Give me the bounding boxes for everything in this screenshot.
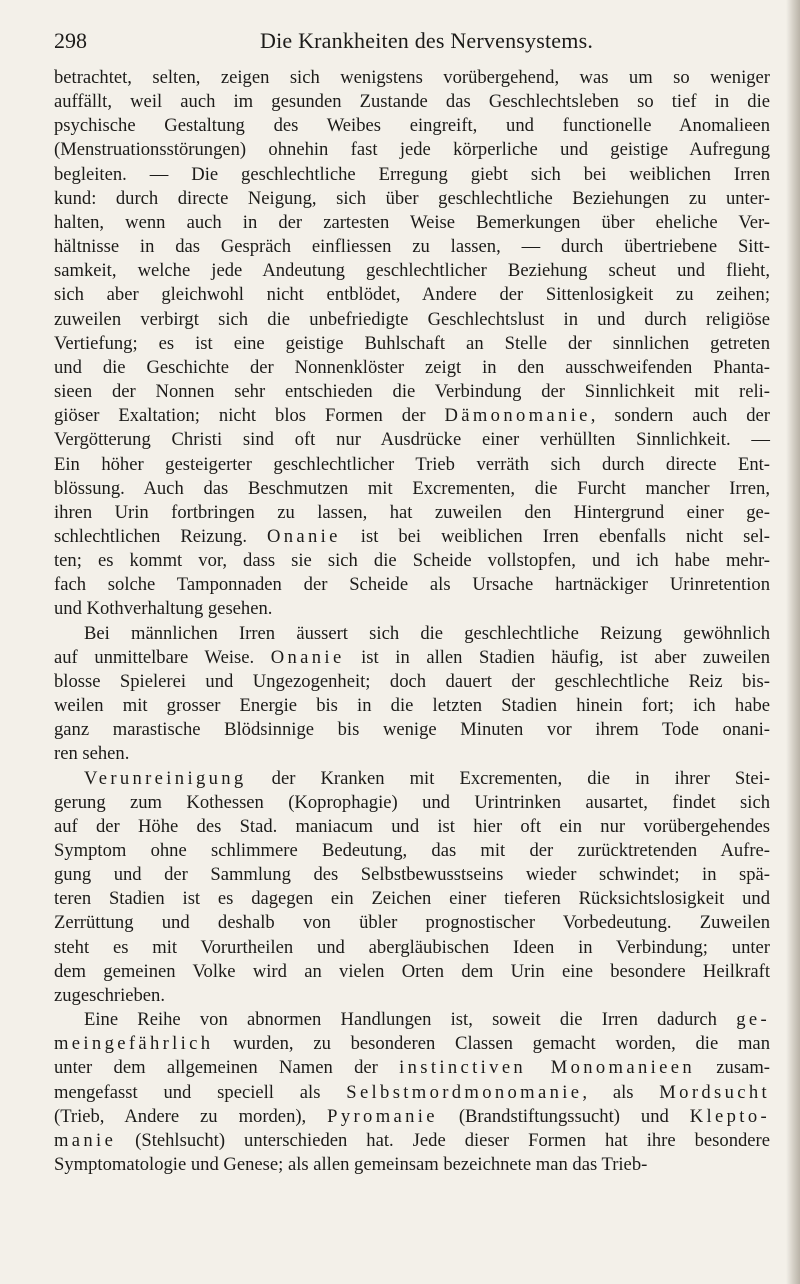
text-segment: der Kranken mit Excrementen, die in ihrer Stei- xyxy=(246,767,770,789)
text-line: hältnisse in das Gespräch einfliessen zu lassen, — durch übertriebene Sitt- xyxy=(54,236,770,258)
text-segment: ist in allen Stadien häufig, ist aber zuweilen xyxy=(344,646,771,668)
text-line: fach solche Tamponnaden der Scheide als Ursache hartnäckiger Urinretention xyxy=(54,574,770,596)
spaced-term: Onanie xyxy=(267,525,341,547)
spaced-term: Mordsucht xyxy=(659,1081,770,1103)
text-segment: schlechtlichen Reizung. xyxy=(54,525,267,547)
text-line: ganz marastische Blödsinnige bis wenige Minuten vor ihrem Tode onani- xyxy=(54,719,770,741)
text-line: ren sehen. xyxy=(54,743,130,765)
text-segment: (Stehlsucht) unterschieden hat. Jede dieser Formen hat ihre besondere xyxy=(116,1129,770,1151)
text-line: psychische Gestaltung des Weibes eingreift, und functionelle Anomalieen xyxy=(54,115,770,137)
text-line xyxy=(54,1129,770,1153)
text-line: Symptomatologie und Genese; als allen gemeinsam bezeichnete man das Trieb- xyxy=(54,1154,648,1176)
text-line: Bei männlichen Irren äussert sich die geschlechtliche Reizung gewöhnlich xyxy=(84,622,770,644)
spaced-term: Verunreinigung xyxy=(84,767,247,789)
text-segment: mengefasst und speciell als xyxy=(54,1081,347,1103)
text-segment: , sondern auch der xyxy=(590,405,770,427)
text-line: ihren Urin fortbringen zu lassen, hat zuweilen den Hintergrund einer ge- xyxy=(54,501,770,523)
text-line: und Kothverhaltung gesehen. xyxy=(54,598,273,620)
text-segment: unter dem allgemeinen Namen der xyxy=(54,1057,400,1079)
text-line: gung und der Sammlung des Selbstbewusstseins wieder schwindet; in spä- xyxy=(54,864,770,886)
text-line: und die Geschichte der Nonnenklöster zeigt in den ausschweifenden Phanta- xyxy=(54,356,770,378)
text-segment: ist bei weiblichen Irren ebenfalls nicht sel- xyxy=(340,525,770,547)
text-line: samkeit, welche jede Andeutung geschlechtlicher Beziehung scheut und flieht, xyxy=(54,260,770,282)
text-line xyxy=(54,646,770,670)
spaced-term: instinctiven Monomanieen xyxy=(399,1057,695,1079)
text-line: halten, wenn auch in der zartesten Weise Bemerkungen über eheliche Ver- xyxy=(54,211,770,233)
text-line: Symptom ohne schlimmere Bedeutung, das mit der zurücktretenden Aufre- xyxy=(54,840,770,861)
text-segment: , als xyxy=(582,1081,660,1103)
text-line: zuweilen verbirgt sich die unbefriedigte Geschlechtslust in und durch religiöse xyxy=(54,308,770,330)
text-line xyxy=(54,1008,770,1032)
text-segment: auf unmittelbare Weise. xyxy=(54,646,271,668)
text-line: auffällt, weil auch im gesunden Zustande das Geschlechtsleben so tief in die xyxy=(54,91,770,113)
spaced-term: meingefährlich xyxy=(54,1033,214,1055)
spaced-term: Dämonomanie xyxy=(444,405,591,427)
spaced-term: Klepto- xyxy=(689,1105,770,1127)
text-line xyxy=(54,767,770,791)
text-line: dem gemeinen Volke wird an vielen Orten dem Urin eine besondere Heilkraft xyxy=(54,960,770,982)
spaced-term: Selbstmordmonomanie xyxy=(346,1081,583,1103)
text-line xyxy=(54,525,770,549)
page-edge xyxy=(786,0,800,1284)
text-line: kund: durch directe Neigung, sich über geschlechtliche Beziehungen zu unter- xyxy=(54,187,770,209)
text-line: blosse Spielerei und Ungezogenheit; doch dauert der geschlechtliche Reiz bis- xyxy=(54,670,770,692)
text-line xyxy=(54,1056,770,1080)
text-line: gerung zum Kothessen (Koprophagie) und Urintrinken ausartet, findet sich xyxy=(54,791,770,813)
text-line: betrachtet, selten, zeigen sich wenigstens vorübergehend, was um so weniger xyxy=(54,67,770,88)
text-line: Vertiefung; es ist eine geistige Buhlschaft an Stelle der sinnlichen getreten xyxy=(54,332,770,354)
text-segment: (Brandstiftungssucht) und xyxy=(437,1105,690,1127)
text-segment: Eine Reihe von abnormen Handlungen ist, soweit die Irren dadurch xyxy=(84,1009,737,1031)
text-line: blössung. Auch das Beschmutzen mit Excrementen, die Furcht mancher Irren, xyxy=(54,477,770,499)
text-line xyxy=(54,1105,770,1129)
text-line xyxy=(54,1081,770,1105)
text-line: (Menstruationsstörungen) ohnehin fast jede körperliche und geistige Aufregung xyxy=(54,139,770,161)
spaced-term: manie xyxy=(54,1129,117,1151)
text-line: sich aber gleichwohl nicht entblödet, Andere der Sittenlosigkeit zu zeihen; xyxy=(54,284,770,306)
text-line: auf der Höhe des Stad. maniacum und ist hier oft ein nur vorübergehendes xyxy=(54,815,770,837)
running-title: Die Krankheiten des Nervensystems. xyxy=(260,28,594,53)
spaced-term: ge- xyxy=(736,1009,770,1031)
text-segment: giöser Exaltation; nicht blos Formen der xyxy=(54,405,445,427)
text-segment: wurden, zu besonderen Classen gemacht worden, die man xyxy=(213,1033,770,1055)
text-line: weilen mit grosser Energie bis in die letzten Stadien hinein fort; ich habe xyxy=(54,695,770,717)
text-line: begleiten. — Die geschlechtliche Erregung giebt sich bei weiblichen Irren xyxy=(54,163,770,185)
text-segment: zusam- xyxy=(694,1057,771,1079)
text-line: Zerrüttung und deshalb von übler prognostischer Vorbedeutung. Zuweilen xyxy=(54,912,770,934)
page-header xyxy=(54,28,772,58)
spaced-term: Onanie xyxy=(270,646,345,668)
text-line: zugeschrieben. xyxy=(54,984,165,1006)
text-line: Vergötterung Christi sind oft nur Ausdrücke einer verhüllten Sinnlichkeit. — xyxy=(54,429,770,451)
spaced-term: Pyromanie xyxy=(327,1105,438,1127)
body-text xyxy=(54,66,770,1177)
text-line: steht es mit Vorurtheilen und abergläubischen Ideen in Verbindung; unter xyxy=(54,936,770,958)
text-line: Ein höher gesteigerter geschlechtlicher Trieb verräth sich durch directe Ent- xyxy=(54,453,770,475)
text-line: teren Stadien ist es dagegen ein Zeichen einer tieferen Rücksichtslosigkeit und xyxy=(54,888,770,910)
text-segment: (Trieb, Andere zu morden), xyxy=(54,1105,328,1127)
text-line: sieen der Nonnen sehr entschieden die Verbindung der Sinnlichkeit mit reli- xyxy=(54,381,770,403)
text-line xyxy=(54,404,770,428)
text-line: ten; es kommt vor, dass sie sich die Scheide vollstopfen, und ich habe mehr- xyxy=(54,550,770,572)
text-line xyxy=(54,1032,770,1056)
page-number: 298 xyxy=(54,28,87,53)
